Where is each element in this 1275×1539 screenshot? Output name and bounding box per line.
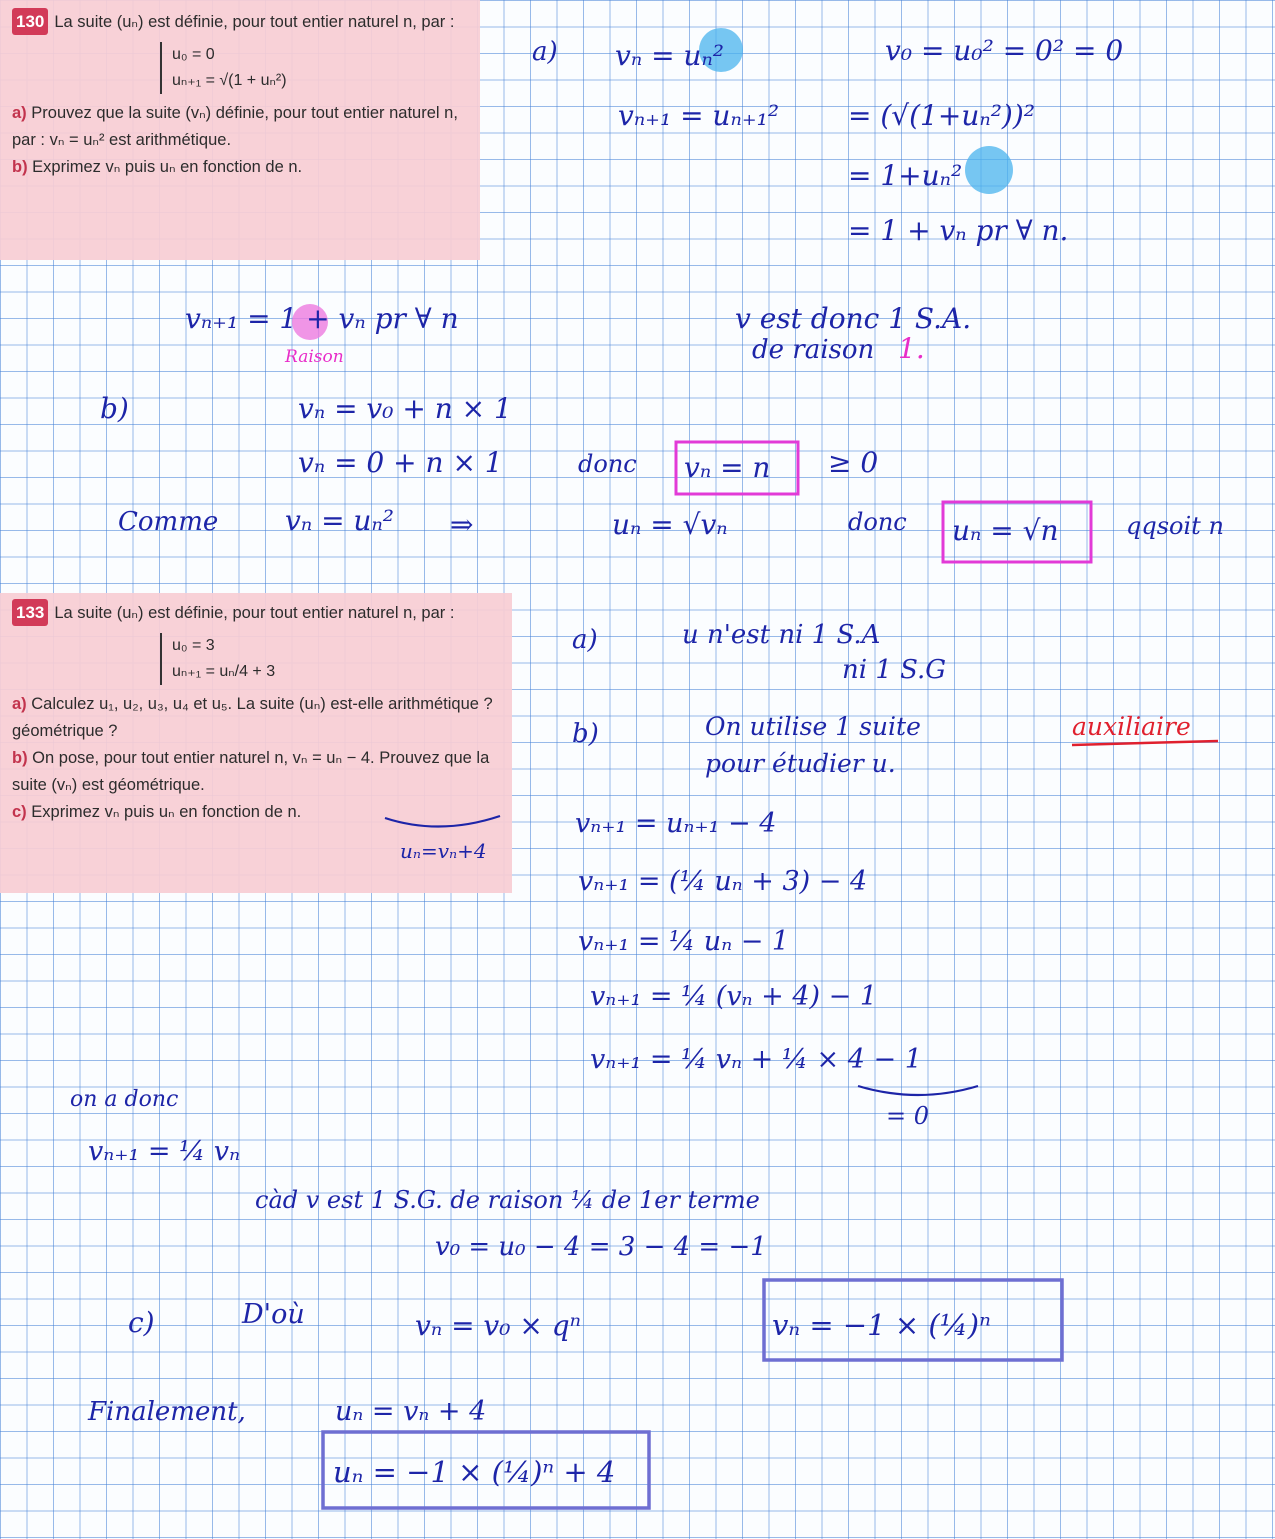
solution-line: pour étudier u. [705, 749, 896, 778]
solution-line: vₙ₊₁ = ¼ vₙ + ¼ × 4 − 1 [590, 1044, 922, 1075]
question-c-label: c) [12, 803, 27, 821]
solution-line: Comme [118, 507, 219, 537]
exercise-number-badge: 133 [12, 599, 48, 626]
solution-line: càd v est 1 S.G. de raison ¼ de 1er terme [255, 1186, 760, 1214]
solution-line: vₙ₊₁ = 1 + vₙ pr ∀ n [185, 302, 459, 335]
recurrence-relation: uₙ₊₁ = √(1 + uₙ²) [172, 72, 287, 89]
question-a-label: a) [12, 104, 27, 122]
solution-line: = (√(1+uₙ²))² [848, 99, 1036, 132]
question-b-text: Exprimez vₙ puis uₙ en fonction de n. [32, 158, 303, 176]
solution-line: vₙ = v₀ × qⁿ [415, 1309, 582, 1342]
question-a-text: Calculez u₁, u₂, u₃, u₄ et u₅. La suite (uₙ) est-elle arithmétique ? géométrique ? [12, 695, 493, 740]
part-b-label: b) [572, 719, 599, 749]
underbrace [858, 1086, 978, 1095]
solution-line: vₙ = 0 + n × 1 [298, 446, 503, 479]
solution-line: vₙ₊₁ = ¼ uₙ − 1 [578, 926, 790, 957]
red-underline [1072, 741, 1218, 745]
solution-line: vₙ₊₁ = ¼ (vₙ + 4) − 1 [590, 981, 878, 1012]
solution-line: uₙ = vₙ + 4 [335, 1396, 487, 1427]
boxed-answer: vₙ = −1 × (¼)ⁿ [772, 1308, 991, 1342]
solution-line: on a donc [70, 1087, 179, 1112]
solution-line: vₙ = v₀ + n × 1 [298, 392, 512, 425]
underbrace-result: = 0 [886, 1102, 930, 1130]
solution-line: v₀ = u₀² = 0² = 0 [885, 34, 1124, 67]
question-a-label: a) [12, 695, 27, 713]
question-b-label: b) [12, 749, 28, 767]
solution-line: vₙ₊₁ = (¼ uₙ + 3) − 4 [578, 866, 868, 897]
solution-line: vₙ = uₙ² [285, 504, 395, 537]
solution-line: ni 1 S.G [842, 655, 947, 685]
solution-line: u n'est ni 1 S.A [682, 620, 881, 650]
solution-line: v est donc 1 S.A. [735, 302, 972, 335]
solution-line: ≥ 0 [828, 446, 879, 479]
question-c-text: Exprimez vₙ puis uₙ en fonction de n. [31, 803, 302, 821]
question-b-label: b) [12, 158, 28, 176]
solution-line: Finalement, [88, 1397, 246, 1427]
implies-symbol: ⇒ [450, 508, 474, 541]
recurrence-relation: uₙ₊₁ = uₙ/4 + 3 [172, 663, 276, 680]
solution-line: vₙ₊₁ = ¼ vₙ [88, 1136, 241, 1167]
solution-line: = 1 + vₙ pr ∀ n. [848, 214, 1069, 247]
raison-value: 1. [898, 332, 925, 365]
intro-text: La suite (uₙ) est définie, pour tout entier naturel n, par : [54, 13, 455, 31]
solution-line: donc [578, 450, 637, 478]
solution-line: On utilise 1 suite [705, 712, 921, 741]
solution-line: D'où [242, 1299, 305, 1330]
solution-line: uₙ = √vₙ [612, 508, 728, 541]
part-b-label: b) [100, 392, 129, 425]
solution-line: = 1+uₙ² [848, 159, 963, 192]
boxed-answer: uₙ = √n [952, 514, 1059, 547]
part-c-label: c) [128, 1306, 155, 1339]
raison-annotation: Raison [285, 347, 344, 367]
highlight-u-squared-2 [965, 146, 1013, 194]
boxed-answer: vₙ = n [684, 451, 771, 484]
solution-line: vₙ₊₁ = uₙ₊₁² [618, 99, 780, 132]
part-a-label: a) [532, 37, 558, 67]
solution-line: vₙ₊₁ = uₙ₊₁ − 4 [575, 808, 777, 839]
question-a-text: Prouvez que la suite (vₙ) définie, pour tout entier naturel n, par : vₙ = uₙ² est arithmétique. [12, 104, 458, 149]
boxed-answer: uₙ = −1 × (¼)ⁿ + 4 [333, 1455, 616, 1489]
intro-text: La suite (uₙ) est définie, pour tout entier naturel n, par : [54, 604, 455, 622]
initial-term: u₀ = 0 [172, 46, 215, 63]
part-a-label: a) [572, 625, 598, 655]
underbrace [385, 816, 500, 827]
margin-note: uₙ=vₙ+4 [400, 839, 487, 863]
solution-line: donc [848, 508, 907, 536]
solution-line: qqsoit n [1126, 512, 1224, 540]
question-b-text: On pose, pour tout entier naturel n, vₙ = uₙ − 4. Prouvez que la suite (vₙ) est géométrique. [12, 749, 490, 794]
auxiliaire-word: auxiliaire [1072, 712, 1191, 741]
exercise-number-badge: 130 [12, 8, 48, 35]
solution-line: de raison [752, 335, 875, 365]
initial-term: u₀ = 3 [172, 637, 215, 654]
solution-line: v₀ = u₀ − 4 = 3 − 4 = −1 [435, 1232, 767, 1262]
solution-line: vₙ = uₙ² [615, 39, 725, 72]
